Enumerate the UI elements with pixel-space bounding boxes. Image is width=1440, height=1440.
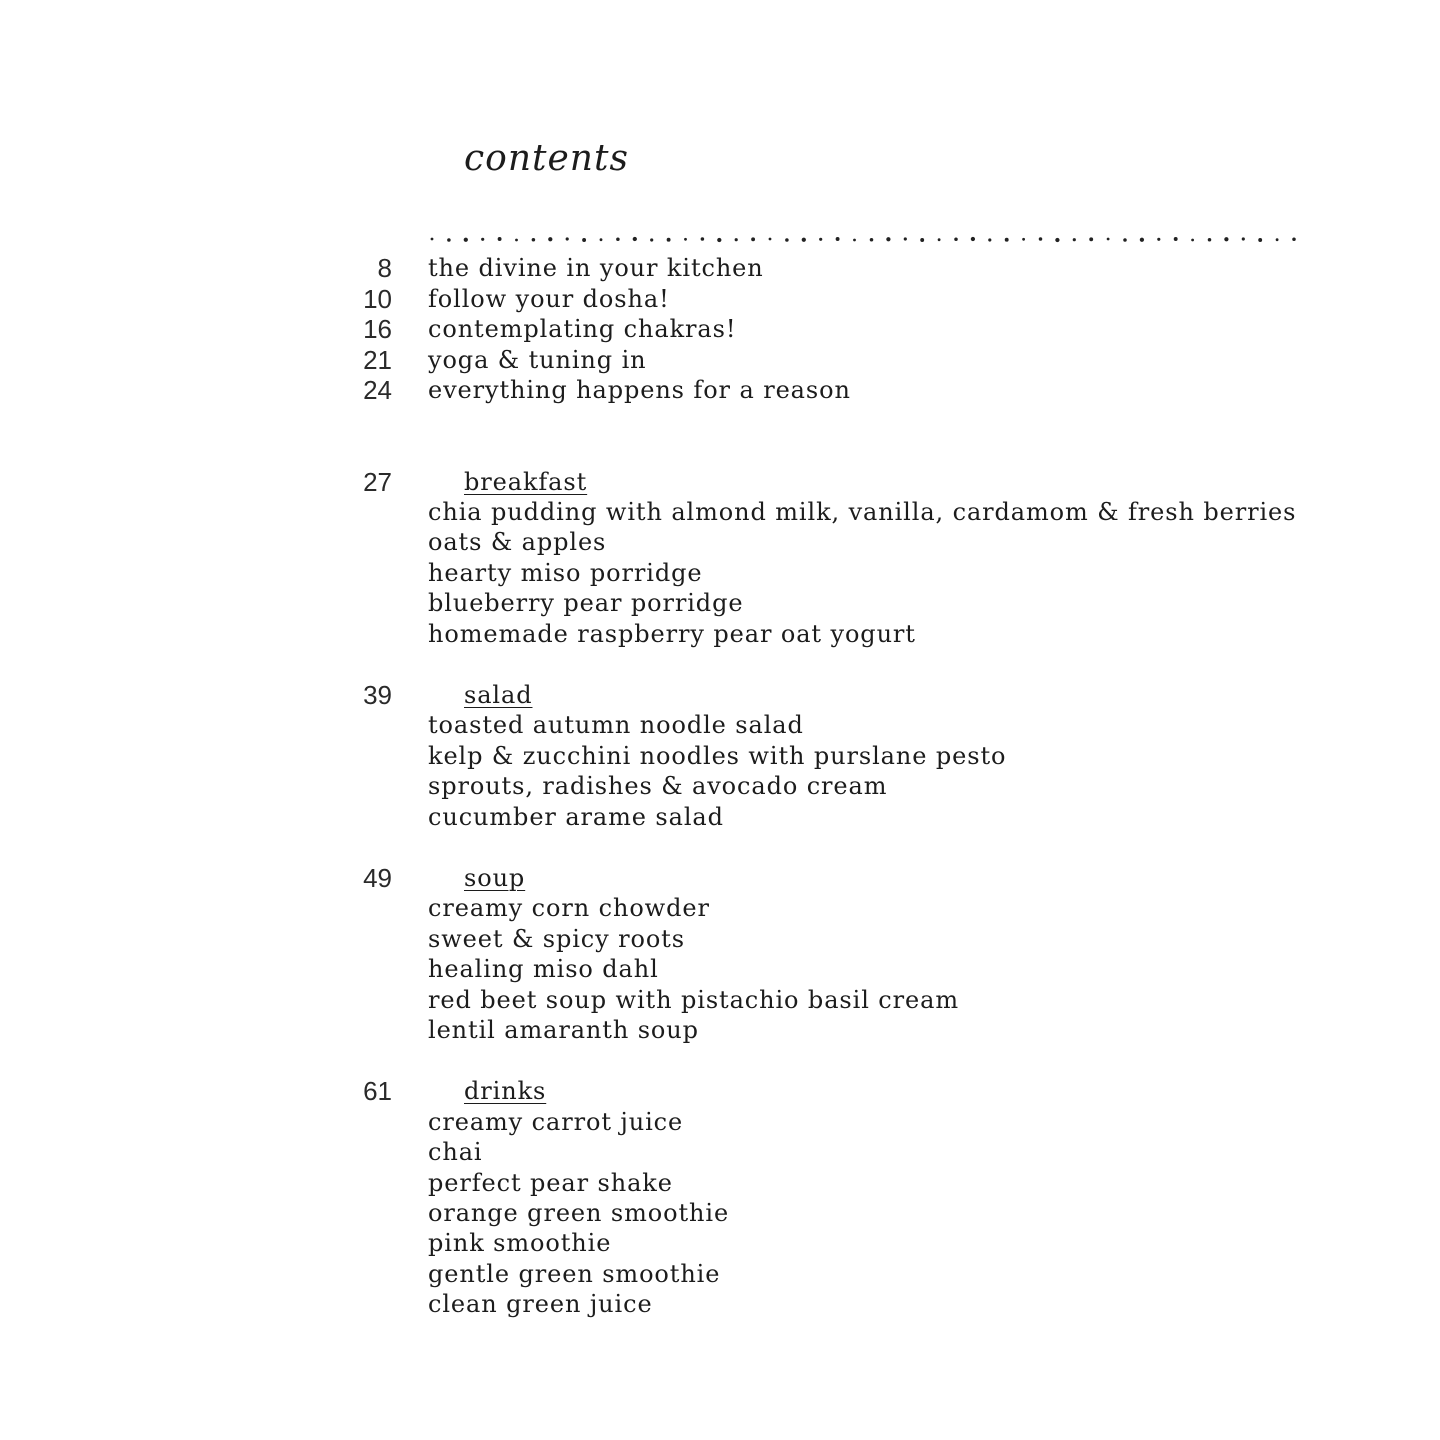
divider-dot [481, 238, 484, 241]
divider-dot [582, 238, 586, 242]
divider-dot [1123, 238, 1127, 242]
divider-dot [684, 238, 687, 241]
recipe-title: creamy corn chowder [428, 894, 710, 922]
recipe-title: clean green juice [428, 1290, 653, 1318]
recipe-title: oats & apples [428, 528, 607, 556]
page-number: 24 [363, 375, 392, 405]
recipe-title: perfect pear shake [428, 1169, 673, 1197]
divider-dot [616, 238, 620, 242]
divider-dot [1174, 237, 1178, 241]
entry-title: yoga & tuning in [428, 346, 647, 374]
divider-dot [1292, 238, 1296, 242]
section-heading: breakfast [464, 468, 588, 496]
divider-dot [735, 238, 738, 241]
divider-dot [853, 239, 856, 242]
divider-dot [532, 238, 536, 242]
divider-dot [1022, 238, 1025, 241]
divider-dot [667, 238, 671, 242]
recipe-title: cucumber arame salad [428, 803, 724, 831]
divider-dot [886, 237, 890, 241]
divider-dot [1073, 238, 1076, 241]
recipe-title: sprouts, radishes & avocado cream [428, 772, 888, 800]
divider-dot [1208, 238, 1212, 242]
divider-dot [464, 238, 468, 242]
divider-dot [600, 238, 603, 241]
recipe-title: chia pudding with almond milk, vanilla, cardamom & fresh berries [428, 498, 1297, 526]
divider-dot [988, 238, 991, 241]
divider-dot [1055, 238, 1059, 242]
divider-dot [1089, 237, 1093, 241]
page-number: 49 [363, 863, 392, 893]
divider-dot [938, 238, 941, 241]
page-number: 27 [363, 467, 392, 497]
divider-dot [1191, 239, 1194, 242]
divider-dot [447, 238, 451, 242]
divider-dot [819, 238, 822, 241]
entry-title: everything happens for a reason [428, 376, 851, 404]
page-number: 21 [363, 345, 392, 375]
section-heading: soup [464, 864, 526, 892]
entry-title: the divine in your kitchen [428, 254, 764, 282]
divider-dot [1242, 237, 1245, 240]
divider-dot [650, 238, 653, 241]
divider-dot [701, 237, 705, 241]
entry-title: contemplating chakras! [428, 315, 737, 343]
recipe-title: red beet soup with pistachio basil cream [428, 986, 959, 1014]
dotted-divider [430, 233, 1296, 247]
divider-dot [802, 238, 806, 242]
recipe-title: homemade raspberry pear oat yogurt [428, 620, 916, 648]
divider-dot [1140, 238, 1144, 242]
recipe-title: healing miso dahl [428, 955, 659, 983]
divider-dot [904, 237, 907, 240]
divider-dot [1224, 237, 1228, 241]
page-number: 39 [363, 680, 392, 710]
divider-dot [498, 237, 502, 241]
recipe-title: toasted autumn noodle salad [428, 711, 804, 739]
divider-dot [548, 237, 552, 241]
divider-dot [1258, 238, 1262, 242]
page-number: 10 [363, 284, 392, 314]
divider-dot [870, 238, 874, 242]
divider-dot [1107, 238, 1110, 241]
page-title: contents [464, 138, 629, 179]
recipe-title: blueberry pear porridge [428, 589, 744, 617]
recipe-title: orange green smoothie [428, 1199, 730, 1227]
divider-dot [515, 239, 518, 242]
recipe-title: lentil amaranth soup [428, 1016, 699, 1044]
recipe-title: gentle green smoothie [428, 1260, 721, 1288]
recipe-title: hearty miso porridge [428, 559, 703, 587]
section-heading: salad [464, 681, 533, 709]
recipe-title: creamy carrot juice [428, 1108, 684, 1136]
recipe-title: kelp & zucchini noodles with purslane pesto [428, 742, 1007, 770]
divider-dot [836, 237, 840, 241]
divider-dot [1276, 238, 1279, 241]
divider-dot [633, 237, 637, 241]
section-heading: drinks [464, 1077, 547, 1105]
page-number: 61 [363, 1076, 392, 1106]
recipe-title: sweet & spicy roots [428, 925, 685, 953]
recipe-title: chai [428, 1138, 483, 1166]
divider-dot [1005, 238, 1009, 242]
divider-dot [1039, 237, 1043, 241]
divider-dot [717, 238, 721, 242]
divider-dot [431, 238, 434, 241]
divider-dot [971, 237, 975, 241]
divider-dot [920, 238, 924, 242]
entry-title: follow your dosha! [428, 285, 670, 313]
divider-dot [1157, 238, 1160, 241]
divider-dot [785, 238, 789, 242]
divider-dot [566, 237, 569, 240]
divider-dot [751, 237, 755, 241]
page-number: 16 [363, 314, 392, 344]
recipe-title: pink smoothie [428, 1229, 612, 1257]
divider-dot [769, 238, 772, 241]
page-number: 8 [377, 253, 392, 283]
divider-dot [954, 238, 958, 242]
